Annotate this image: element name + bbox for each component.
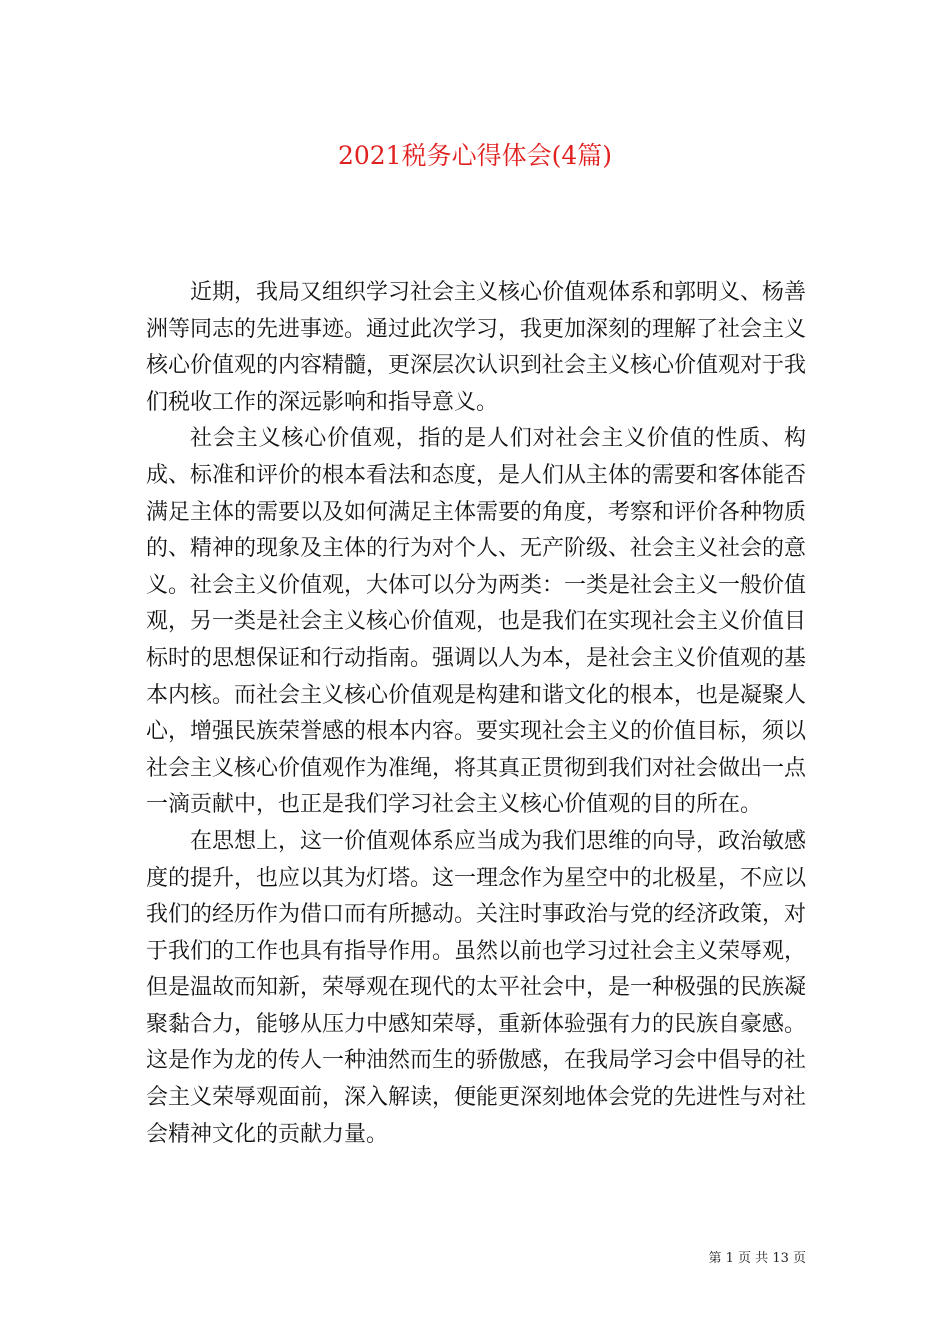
paragraph-3: 在思想上，这一价值观体系应当成为我们思维的向导，政治敏感度的提升，也应以其为灯塔。这一理念作为星空中的北极星，不应以我们的经历作为借口而有所撼动。关注时事政治与党的经济政策，对于我们的工作也具有指导作用。虽然以前也学习过社会主义荣辱观，但是温故而知新，荣辱观在现代的太平社会中，是一种极强的民族凝聚黏合力，能够从压力中感知荣辱，重新体验强有力的民族自豪感。这是作为龙的传人一种油然而生的骄傲感，在我局学习会中倡导的社会主义荣辱观面前，深入解读，便能更深刻地体会党的先进性与对社会精神文化的贡献力量。	[146, 828, 807, 1147]
document-title: 2021税务心得体会(4篇)	[337, 141, 613, 170]
page-number-footer: 第 1 页 共 13 页	[708, 1251, 806, 1266]
document-body	[146, 275, 806, 1153]
paragraph-2: 社会主义核心价值观，指的是人们对社会主义价值的性质、构成、标准和评价的根本看法和态度，是人们从主体的需要和客体能否满足主体的需要以及如何满足主体需要的角度，考察和评价各种物质的、精神的现象及主体的行为对个人、无产阶级、社会主义社会的意义。社会主义价值观，大体可以分为两类：一类是社会主义一般价值观，另一类是社会主义核心价值观，也是我们在实现社会主义价值目标时的思想保证和行动指南。强调以人为本，是社会主义价值观的基本内核。而社会主义核心价值观是构建和谐文化的根本，也是凝聚人心，增强民族荣誉感的根本内容。要实现社会主义的价值目标，须以社会主义核心价值观作为准绳，将其真正贯彻到我们对社会做出一点一滴贡献中，也正是我们学习社会主义核心价值观的目的所在。	[146, 426, 807, 818]
paragraph-1: 近期，我局又组织学习社会主义核心价值观体系和郭明义、杨善洲等同志的先进事迹。通过此次学习，我更加深刻的理解了社会主义核心价值观的内容精髓，更深层次认识到社会主义核心价值观对于我们税收工作的深远影响和指导意义。	[146, 280, 807, 415]
